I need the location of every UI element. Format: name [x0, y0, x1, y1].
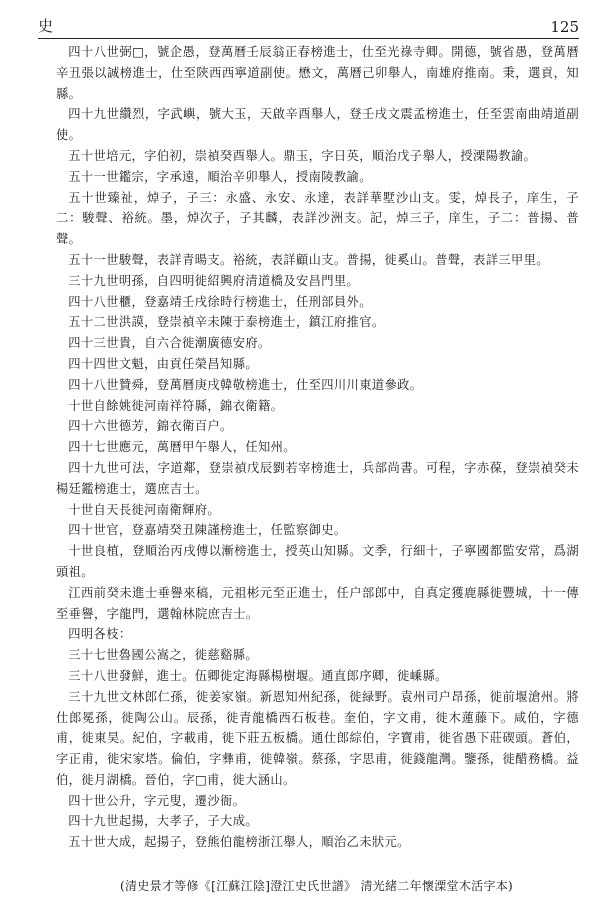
paragraph: 四十八世櫃，登嘉靖壬戌徐時行榜進士，任刑部員外。 — [68, 294, 372, 309]
header-rule — [38, 38, 579, 39]
paragraph: 五十世臻祉，焯子，子三：永盛、永安、永達，表詳華墅沙山支。雯，焯長子，庠生，子二：駿聲、裕統。墨，焯次子，子其麟，表詳沙洲支。記，焯三子，庠生，子二：普揚、普聲。 — [56, 190, 579, 247]
paragraph: 江西前癸未進士垂譽來稿，元祖彬元至正進士，任户部郎中，自真定獲鹿縣徙豐城，十一傳至垂譽，字龍門，選翰林院庶吉士。 — [56, 585, 579, 621]
paragraph: 四十三世貴，自六合徙潮廣德安府。 — [68, 336, 271, 351]
paragraph: 三十七世魯國公嵩之，徙慈谿縣。 — [68, 648, 258, 663]
paragraph: 四十九世起揚，大孝子，子大成。 — [68, 814, 258, 829]
paragraph: 十世自餘姚徙河南祥符縣，錦衣衛籍。 — [68, 398, 284, 413]
paragraph: 五十一世駿聲，表詳青暘支。裕統，表詳顧山支。普揚，徙奚山。普聲，表詳三甲里。 — [68, 252, 549, 267]
page-number: 125 — [550, 18, 579, 36]
paragraph: 五十一世鑑宗，字承遠，順治辛卯舉人，授南陵教諭。 — [68, 169, 372, 184]
paragraph: 十世良植，登順治丙戌傅以漸榜進士，授英山知縣。文季，行細十，子寧國都監安常，爲湖頭祖。 — [56, 544, 579, 579]
paragraph: 三十九世文林郎仁孫，徙姜家嶺。新恩知州紀孫，徙緑野。袁州司户昂孫，徙前堰滄州。將仕郎冕孫，徙陶公山。辰孫，徙青龍橋西石板巷。奎伯，字文甫，徙木蓮藤下。咸伯，字德甫，徙東昊。紀伯，字載甫，徙下莊五板橋。通仕郎綜伯，字寶甫，徙省愚下莊碶頭。蒼伯，字正甫，徙宋家塔。倫伯，字彝甫，徙韓嶺。蔡孫，字思甫，徙錢龍灣。鑒孫，徙醋務橋。益伯，徙月湖橋。晉伯，字□甫，徙大涵山。 — [56, 689, 579, 787]
running-head: 史 — [38, 17, 54, 35]
paragraph: 五十世培元，字伯初，崇禎癸酉舉人。鼎玉，字日英，順治戊子舉人，授溧陽教諭。 — [68, 148, 537, 163]
paragraph: 四十世公升，字元叟，遷沙衙。 — [68, 793, 246, 808]
paragraph: 四十世官，登嘉靖癸丑陳謹榜進士，任監察御史。 — [68, 523, 347, 538]
page-header — [38, 12, 579, 36]
body-text — [56, 42, 579, 853]
paragraph: 四十七世應元，萬曆甲午舉人，任知州。 — [68, 440, 296, 455]
paragraph: 四十六世德芳，錦衣衛百户。 — [68, 419, 233, 434]
paragraph: 四十九世纘烈，字武嶼，號大玉，天啟辛酉舉人，登壬戌文震孟榜進士，任至雲南曲靖道副使。 — [56, 107, 579, 143]
paragraph: 五十二世洪謨，登崇禎辛未陳于泰榜進士，鎮江府推官。 — [68, 315, 385, 330]
paragraph: 四十四世文魁，由貢任榮昌知縣。 — [68, 356, 258, 371]
paragraph: 五十世大成，起揚子，登熊伯龍榜浙江舉人，順治乙未狀元。 — [68, 835, 410, 850]
paragraph: 三十八世發鮮，進士。伍卿徙定海縣楊樹堰。通直郎序卿，徙嵊縣。 — [68, 668, 448, 683]
source-citation: (清史景才等修《[江蘇江陰]澄江史氏世譜》 清光緒二年懷溧堂木活字本) — [120, 879, 514, 893]
paragraph: 四明各枝： — [68, 627, 132, 642]
paragraph: 三十九世明孫，自四明徙紹興府清道橋及安昌門里。 — [68, 273, 360, 288]
paragraph: 四十八世弼□，號企愚，登萬曆壬辰翁正春榜進士，仕至光祿寺卿。開德，號省愚，登萬曆辛丑張以誠榜進士，仕至陝西西寧道副使。懋文，萬曆己卯舉人，南雄府推南。秉，選貢，知縣。 — [56, 45, 579, 101]
paragraph: 四十八世贊舜，登萬曆庚戌韓敬榜進士，仕至四川川東道參政。 — [68, 377, 423, 392]
paragraph: 四十九世可法，字道鄰，登崇禎戊辰劉若宰榜進士，兵部尚書。可程，字赤葆，登崇禎癸未楊廷鑑榜進士，選庶吉士。 — [56, 460, 579, 496]
paragraph: 十世自天長徙河南衛輝府。 — [68, 502, 221, 517]
